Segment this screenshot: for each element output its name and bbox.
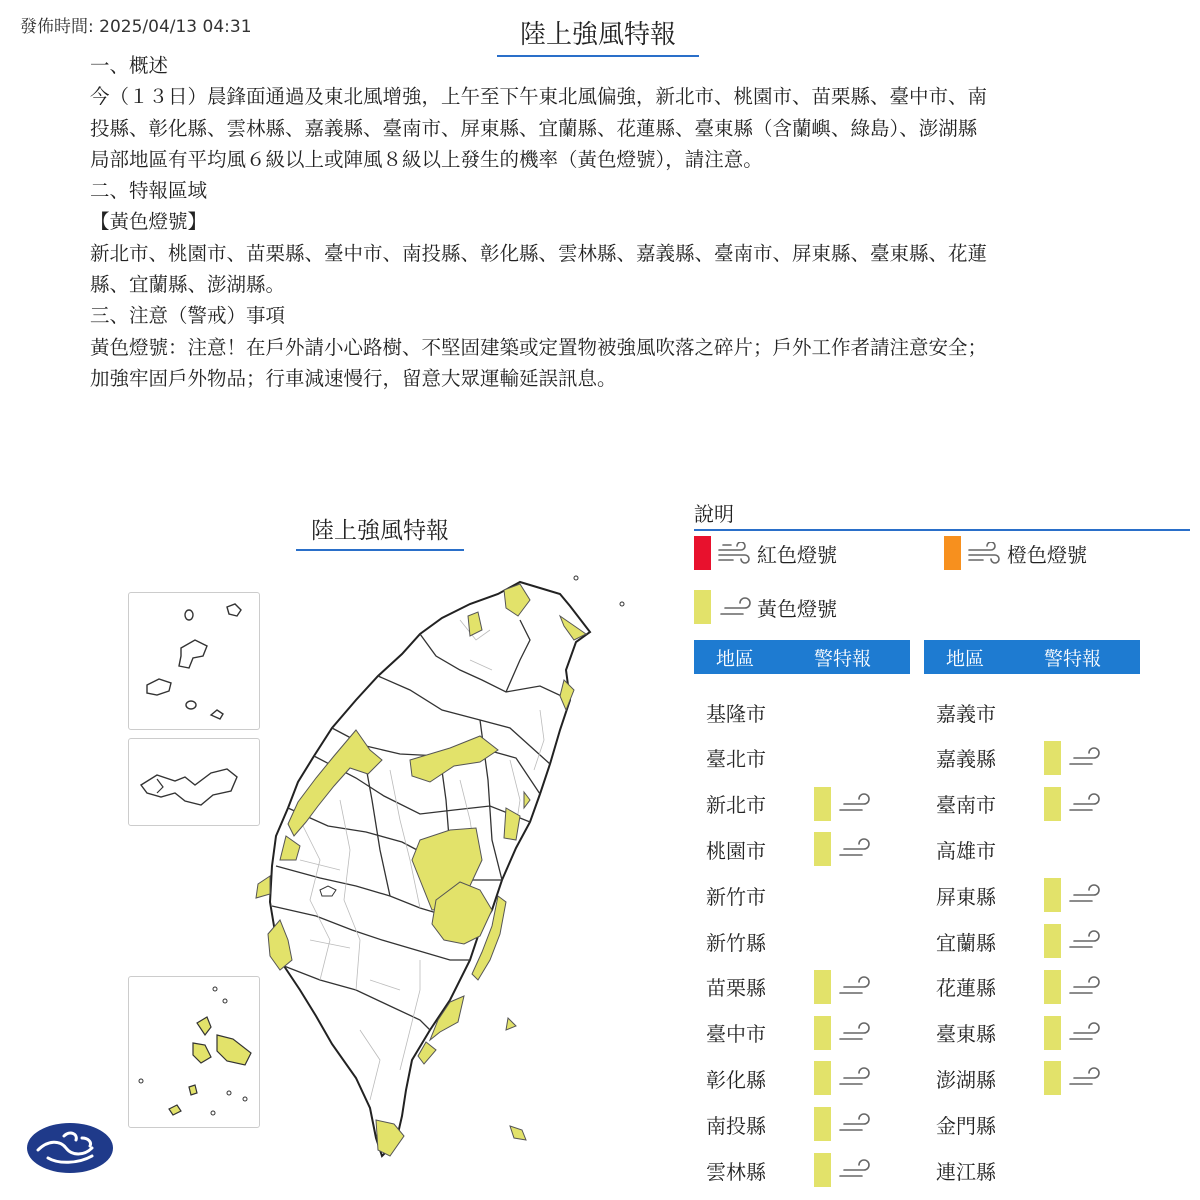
overview-line: 今（１３日）晨鋒面通過及東北風增強，上午至下午東北風偏強，新北市、桃園市、苗栗縣、臺中市、南 [90, 85, 988, 109]
wind-light-icon [1066, 1066, 1102, 1088]
wind-light-icon [1066, 975, 1102, 997]
overview-line: 投縣、彰化縣、雲林縣、嘉義縣、臺南市、屏東縣、宜蘭縣、花蓮縣、臺東縣（含蘭嶼、綠島）、澎湖縣 [90, 116, 978, 140]
region-name: 苗栗縣 [706, 976, 766, 1001]
table-row [924, 875, 1140, 915]
table-header-left [694, 640, 910, 674]
region-name: 澎湖縣 [936, 1067, 996, 1092]
legend-orange-label: 橙色燈號 [1007, 542, 1087, 567]
wind-light-icon [836, 837, 872, 859]
table-row [694, 829, 910, 869]
region-name: 連江縣 [936, 1159, 996, 1184]
notice-heading: 三、注意（警戒）事項 [90, 304, 286, 328]
table-row [924, 921, 1140, 961]
col-region: 地區 [716, 647, 755, 670]
table-row [924, 692, 1140, 732]
legend-yellow-label: 黃色燈號 [757, 596, 837, 621]
wind-light-icon [717, 596, 753, 618]
table-row [924, 784, 1140, 824]
notice-line: 加強牢固戶外物品；行車減速慢行，留意大眾運輸延誤訊息。 [90, 366, 617, 390]
wind-light-icon [1066, 792, 1102, 814]
wind-light-icon [836, 792, 872, 814]
legend-yellow [694, 590, 837, 624]
region-name: 臺東縣 [936, 1022, 996, 1047]
region-name: 彰化縣 [706, 1067, 766, 1092]
notice-line: 黃色燈號：注意！在戶外請小心路樹、不堅固建築或定置物被強風吹落之碎片；戶外工作者請注意安全； [90, 335, 988, 359]
region-name: 臺中市 [706, 1022, 766, 1047]
table-row [924, 1104, 1140, 1144]
table-row [694, 1150, 910, 1190]
cwa-logo [26, 1122, 114, 1174]
yellow-warning-bar [814, 1061, 831, 1095]
region-name: 南投縣 [706, 1113, 766, 1138]
table-row [694, 784, 910, 824]
region-name: 嘉義市 [936, 701, 996, 726]
table-row [924, 967, 1140, 1007]
table-row [924, 1150, 1140, 1190]
yellow-warning-bar [1044, 741, 1061, 775]
bulletin-text [90, 50, 1100, 394]
region-name: 高雄市 [936, 838, 996, 863]
taiwan-map [120, 560, 640, 1170]
region-name: 嘉義縣 [936, 747, 996, 772]
yellow-warning-bar [814, 832, 831, 866]
table-row [924, 738, 1140, 778]
red-swatch [694, 536, 711, 570]
table-row [924, 1058, 1140, 1098]
issue-time: 發佈時間: 2025/04/13 04:31 [20, 17, 252, 37]
yellow-label: 【黃色燈號】 [90, 210, 208, 234]
yellow-warning-bar [814, 1016, 831, 1050]
yellow-warning-bar [814, 1107, 831, 1141]
area-line: 新北市、桃園市、苗栗縣、臺中市、南投縣、彰化縣、雲林縣、嘉義縣、臺南市、屏東縣、臺東縣、花蓮 [90, 241, 988, 265]
wind-light-icon [836, 1112, 872, 1134]
wind-light-icon [836, 1021, 872, 1043]
table-row [694, 921, 910, 961]
col-warning: 警特報 [814, 647, 872, 670]
legend-red-label: 紅色燈號 [757, 542, 837, 567]
yellow-warning-bar [814, 1153, 831, 1187]
region-name: 金門縣 [936, 1113, 996, 1138]
legend-orange [944, 536, 1087, 570]
table-header-right [924, 640, 1140, 674]
overview-heading: 一、概述 [90, 54, 169, 77]
region-name: 宜蘭縣 [936, 930, 996, 955]
legend-title: 說明 [694, 498, 1190, 531]
legend-red [694, 536, 837, 570]
wind-light-icon [1066, 929, 1102, 951]
region-name: 新竹市 [706, 884, 766, 909]
table-row [924, 1013, 1140, 1053]
region-name: 屏東縣 [936, 884, 996, 909]
table-row [924, 829, 1140, 869]
region-name: 新竹縣 [706, 930, 766, 955]
region-name: 花蓮縣 [936, 976, 996, 1001]
area-heading: 二、特報區域 [90, 179, 208, 203]
page-title: 陸上強風特報 [497, 14, 699, 57]
wind-medium-icon [967, 542, 1003, 564]
table-row [694, 1058, 910, 1098]
orange-swatch [944, 536, 961, 570]
region-name: 桃園市 [706, 838, 766, 863]
region-name: 雲林縣 [706, 1159, 766, 1184]
overview-line: 局部地區有平均風６級以上或陣風８級以上發生的機率（黃色燈號），請注意。 [90, 147, 763, 171]
yellow-warning-bar [814, 970, 831, 1004]
wind-light-icon [836, 975, 872, 997]
region-name: 臺南市 [936, 793, 996, 818]
yellow-warning-bar [1044, 970, 1061, 1004]
area-line: 縣、宜蘭縣、澎湖縣。 [90, 273, 286, 297]
col-warning: 警特報 [1044, 647, 1102, 670]
yellow-warning-bar [1044, 878, 1061, 912]
yellow-warning-bar [1044, 1016, 1061, 1050]
table-row [694, 1013, 910, 1053]
table-row [694, 967, 910, 1007]
table-row [694, 875, 910, 915]
wind-light-icon [836, 1158, 872, 1180]
region-name: 新北市 [706, 793, 766, 818]
yellow-warning-bar [1044, 924, 1061, 958]
wind-light-icon [1066, 1021, 1102, 1043]
yellow-warning-bar [1044, 787, 1061, 821]
yellow-warning-bar [1044, 1061, 1061, 1095]
table-row [694, 738, 910, 778]
yellow-warning-bar [814, 787, 831, 821]
wind-light-icon [1066, 883, 1102, 905]
region-name: 臺北市 [706, 747, 766, 772]
region-name: 基隆市 [706, 701, 766, 726]
wind-light-icon [836, 1066, 872, 1088]
wind-strong-icon [717, 542, 753, 564]
col-region: 地區 [946, 647, 985, 670]
table-row [694, 692, 910, 732]
map-title: 陸上強風特報 [296, 512, 464, 551]
table-row [694, 1104, 910, 1144]
wind-light-icon [1066, 746, 1102, 768]
yellow-swatch [694, 590, 711, 624]
